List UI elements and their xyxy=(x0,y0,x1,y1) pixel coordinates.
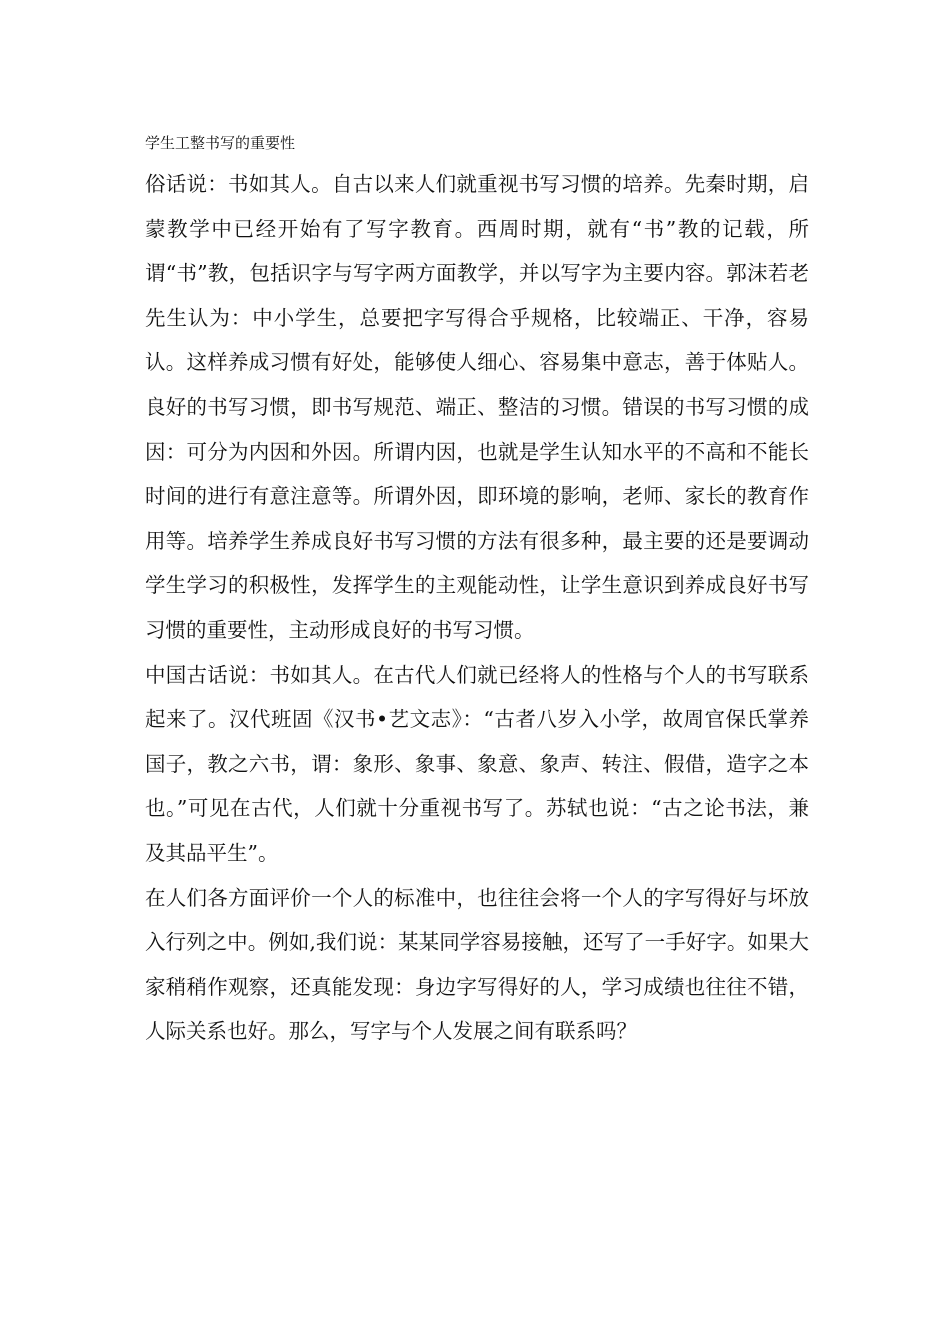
paragraph-2: 中国古话说：书如其人。在古代人们就已经将人的性格与个人的书写联系起来了。汉代班固《汉书•艺文志》：“古者八岁入小学，故周官保氏掌养国子，教之六书，谓：象形、象事、象意、象声、转注、假借，造字之本也。”可见在古代，人们就十分重视书写了。苏轼也说：“古之论书法，兼及其品平生”。 xyxy=(145,662,809,865)
document-body xyxy=(145,128,809,1054)
paragraph-3: 在人们各方面评价一个人的标准中，也往往会将一个人的字写得好与坏放入行列之中。例如,我们说：某某同学容易接触，还写了一手好字。如果大家稍稍作观察，还真能发现：身边字写得好的人，学习成绩也往往不错，人际关系也好。那么，写字与个人发展之间有联系吗？ xyxy=(145,885,809,1044)
paragraph-1: 俗话说：书如其人。自古以来人们就重视书写习惯的培养。先秦时期，启蒙教学中已经开始有了写字教育。西周时期，就有“书”教的记载，所谓“书”教，包括识字与写字两方面教学，并以写字为主要内容。郭沫若老先生认为：中小学生，总要把字写得合乎规格，比较端正、干净，容易认。这样养成习惯有好处，能够使人细心、容易集中意志，善于体贴人。良好的书写习惯，即书写规范、端正、整洁的习惯。错误的书写习惯的成因：可分为内因和外因。所谓内因，也就是学生认知水平的不高和不能长时间的进行有意注意等。所谓外因，即环境的影响，老师、家长的教育作用等。培养学生养成良好书写习惯的方法有很多种，最主要的还是要调动学生学习的积极性，发挥学生的主观能动性，让学生意识到养成良好书写习惯的重要性，主动形成良好的书写习惯。 xyxy=(145,172,809,642)
document-title: 学生工整书写的重要性 xyxy=(145,134,296,152)
